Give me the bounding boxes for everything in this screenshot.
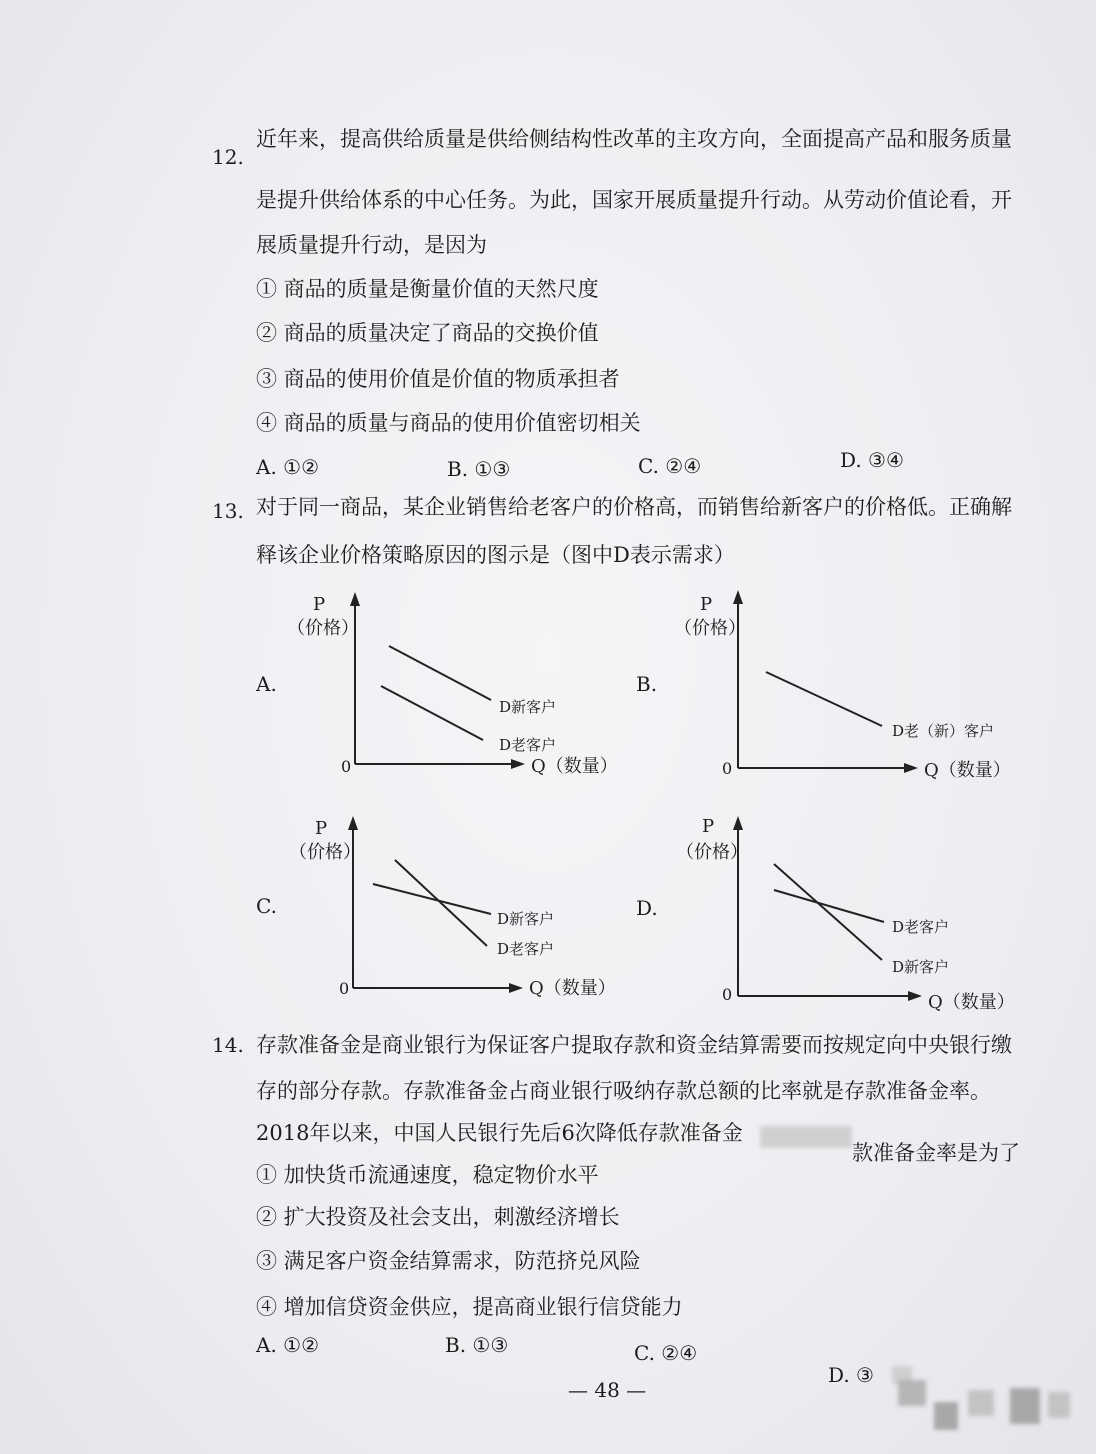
graph-d-demand-new (774, 864, 882, 960)
graph-a-p-unit: （价格） (287, 618, 359, 639)
graph-d-label-old: D老客户 (892, 918, 950, 936)
graph-c-p-unit: （价格） (289, 842, 361, 863)
q12-stem-line3: 展质量提升行动，是因为 (256, 233, 487, 257)
graph-c-label-old: D老客户 (497, 940, 555, 958)
q14-item-3: ③ 满足客户资金结算需求，防范挤兑风险 (256, 1249, 641, 1273)
graph-b-p-unit: （价格） (674, 618, 746, 639)
graph-a-origin: 0 (341, 757, 352, 776)
q12-number: 12. (212, 145, 244, 169)
watermark-block-1 (898, 1380, 926, 1406)
watermark-block-5 (1048, 1392, 1070, 1418)
q14-item-1: ① 加快货币流通速度，稳定物价水平 (256, 1163, 599, 1187)
graph-c-q-axis: Q（数量） (529, 978, 616, 999)
graph-b-x-arrow (904, 763, 918, 773)
graph-a-y-arrow (350, 592, 360, 606)
graph-a-label: A. (256, 672, 277, 696)
q14-option-b: B. ①③ (445, 1333, 509, 1357)
q12-option-c: C. ②④ (638, 454, 702, 478)
graph-c-p-axis: P (315, 818, 328, 839)
q14-option-d: D. ③ (828, 1363, 874, 1387)
q14-stem-line1: 存款准备金是商业银行为保证客户提取存款和资金结算需要而按规定向中央银行缴 (256, 1033, 1012, 1057)
q12-item-3: ③ 商品的使用价值是价值的物质承担者 (256, 367, 620, 391)
graph-b-label-line: D老（新）客户 (892, 722, 995, 740)
q12-item-4: ④ 商品的质量与商品的使用价值密切相关 (256, 411, 641, 435)
graph-c-y-arrow (348, 816, 358, 830)
graph-d-p-axis: P (702, 816, 715, 837)
graph-c-label-new: D新客户 (497, 910, 555, 928)
graph-d-label-new: D新客户 (892, 958, 950, 976)
graph-b-label: B. (636, 672, 658, 696)
q14-option-a: A. ①② (256, 1333, 320, 1357)
q14-item-2: ② 扩大投资及社会支出，刺激经济增长 (256, 1205, 620, 1229)
q12-option-a: A. ①② (256, 455, 320, 479)
q12-stem-line1: 近年来，提高供给质量是供给侧结构性改革的主攻方向，全面提高产品和服务质量 (256, 127, 1012, 151)
q12-option-b: B. ①③ (447, 457, 511, 481)
redaction-blur (760, 1126, 852, 1148)
graph-d-origin: 0 (722, 985, 733, 1004)
graph-b (670, 588, 1030, 788)
graph-d-y-arrow (733, 816, 743, 830)
graph-a-x-arrow (511, 759, 525, 769)
graph-c-origin: 0 (339, 979, 350, 998)
q14-stem-line3-start: 2018年以来，中国人民银行先后6次降低存款准备金 (256, 1121, 743, 1145)
watermark-block-2 (934, 1402, 958, 1430)
graph-d-demand-old (774, 890, 884, 922)
graph-b-origin: 0 (722, 759, 733, 778)
graph-a (285, 588, 625, 788)
graph-a-label-new: D新客户 (499, 698, 557, 716)
graph-b-demand-line (766, 672, 882, 726)
q12-item-2: ② 商品的质量决定了商品的交换价值 (256, 321, 599, 345)
graph-a-q-axis: Q（数量） (531, 756, 618, 777)
watermark-block-3 (968, 1390, 994, 1416)
graph-b-y-arrow (733, 590, 743, 604)
q14-stem-line3-end: 款准备金率是为了 (852, 1141, 1020, 1165)
q14-number: 14. (212, 1033, 244, 1057)
q14-stem-line2: 存的部分存款。存款准备金占商业银行吸纳存款总额的比率就是存款准备金率。 (256, 1079, 991, 1103)
q12-stem-line2: 是提升供给体系的中心任务。为此，国家开展质量提升行动。从劳动价值论看，开 (256, 188, 1012, 212)
q13-number: 13. (212, 499, 244, 523)
graph-b-q-axis: Q（数量） (924, 760, 1011, 781)
q12-option-d: D. ③④ (840, 448, 904, 472)
q13-stem-line1: 对于同一商品，某企业销售给老客户的价格高，而销售给新客户的价格低。正确解 (256, 495, 1012, 519)
graph-c-x-arrow (509, 983, 523, 993)
q12-item-1: ① 商品的质量是衡量价值的天然尺度 (256, 277, 599, 301)
graph-d-q-axis: Q（数量） (928, 992, 1015, 1013)
graph-c (285, 812, 625, 1012)
graph-d (670, 810, 1030, 1016)
q13-stem-line2: 释该企业价格策略原因的图示是（图中D表示需求） (256, 543, 735, 567)
graph-b-p-axis: P (700, 594, 713, 615)
graph-a-demand-old (381, 686, 483, 740)
graph-d-label: D. (636, 896, 658, 920)
graph-a-p-axis: P (313, 594, 326, 615)
graph-d-x-arrow (908, 991, 922, 1001)
graph-c-demand-old (395, 860, 487, 946)
graph-a-label-old: D老客户 (499, 736, 557, 754)
q14-option-c: C. ②④ (634, 1341, 698, 1365)
graph-d-p-unit: （价格） (676, 842, 748, 863)
graph-c-demand-new (373, 884, 491, 914)
graph-c-label: C. (256, 894, 277, 918)
page-number: — 48 — (568, 1378, 647, 1402)
q14-item-4: ④ 增加信贷资金供应，提高商业银行信贷能力 (256, 1295, 683, 1319)
graph-a-demand-new (389, 646, 491, 700)
watermark-block-4 (1010, 1388, 1040, 1424)
